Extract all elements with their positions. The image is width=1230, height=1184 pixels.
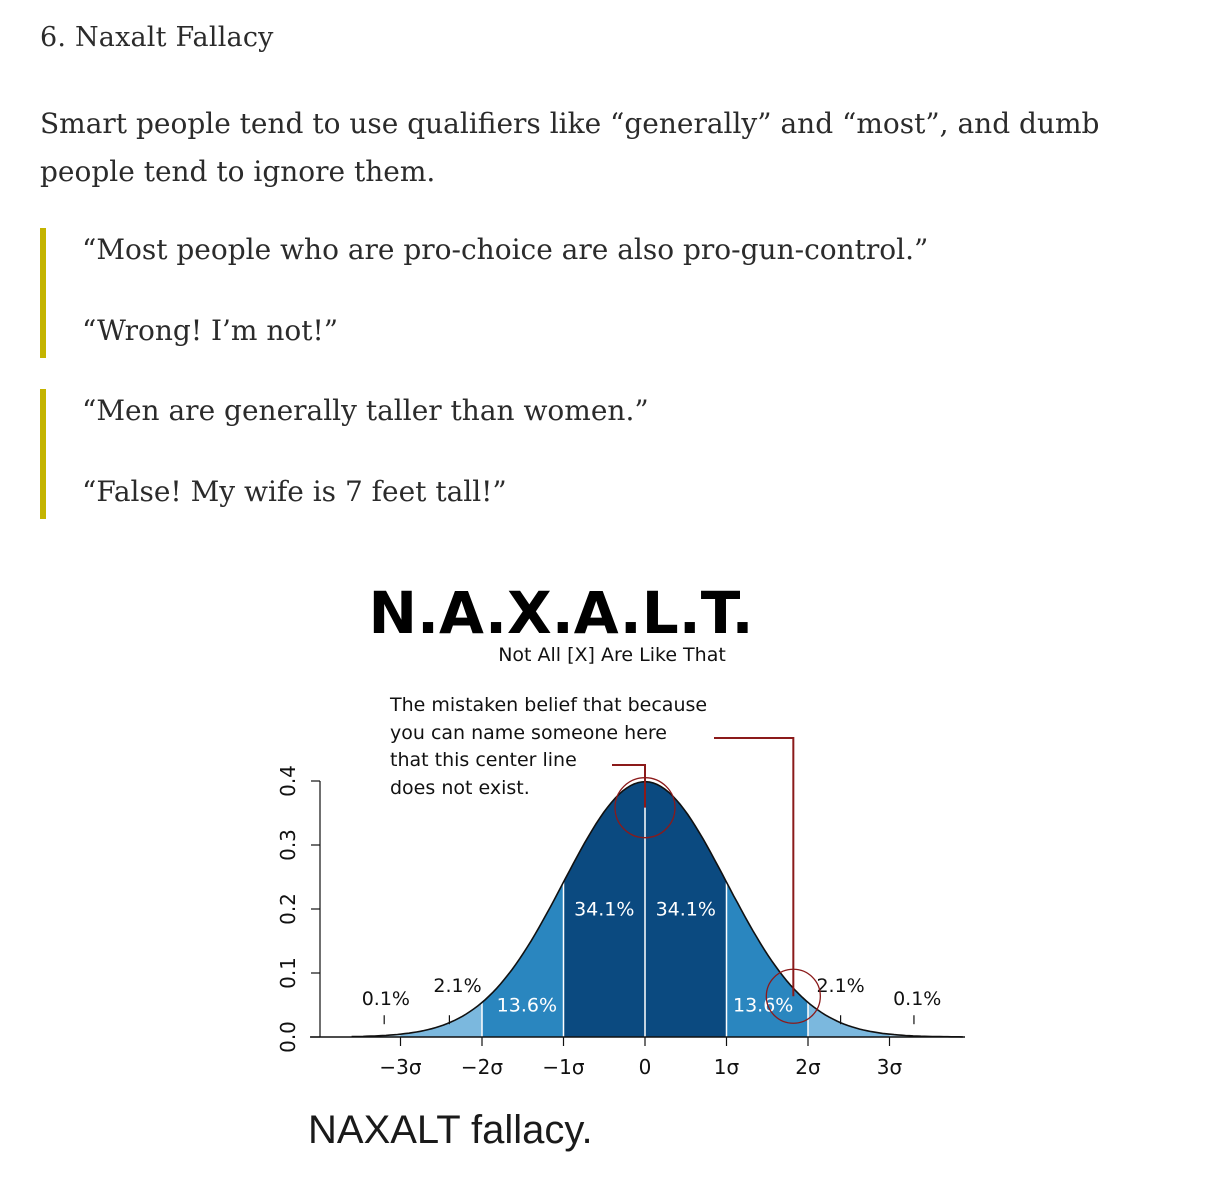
x-tick-label: 2σ xyxy=(795,1055,821,1079)
y-tick-label: 0.4 xyxy=(276,765,300,797)
x-tick-label: 0 xyxy=(638,1055,652,1079)
annotation-line: The mistaken belief that because xyxy=(390,694,708,716)
x-tick-label: −3σ xyxy=(379,1055,422,1079)
band-label: 0.1% xyxy=(361,988,410,1010)
band-label: 34.1% xyxy=(574,898,635,921)
band-label: 13.6% xyxy=(496,994,558,1017)
figure-title: N.A.X.A.L.T. xyxy=(368,579,754,647)
quote-line: “Wrong! I’m not!” xyxy=(82,314,339,347)
x-tick-label: 1σ xyxy=(713,1055,740,1079)
annotation-text xyxy=(389,694,707,799)
blockquote-1 xyxy=(40,228,929,358)
intro-paragraph: Smart people tend to use qualifiers like “generally” and “most”, and dumb people tend to ignore them. xyxy=(40,107,1100,188)
figure-subtitle: Not All [X] Are Like That xyxy=(498,644,726,666)
band-label: 13.6% xyxy=(732,994,794,1017)
naxalt-figure xyxy=(270,575,970,1175)
y-tick-label: 0.2 xyxy=(276,893,300,925)
quote-line: “False! My wife is 7 feet tall!” xyxy=(82,475,507,508)
blockquote-2 xyxy=(40,389,649,519)
annotation-line: that this center line xyxy=(390,749,577,771)
y-tick-label: 0.0 xyxy=(276,1021,300,1053)
y-tick-label: 0.1 xyxy=(276,957,300,989)
band-label: 2.1% xyxy=(433,975,482,998)
y-tick-label: 0.3 xyxy=(276,829,300,861)
section-heading: 6. Naxalt Fallacy xyxy=(40,22,274,53)
figure-caption: NAXALT fallacy. xyxy=(308,1108,593,1152)
annotation-line: you can name someone here xyxy=(390,722,667,744)
quote-line: “Men are generally taller than women.” xyxy=(82,394,649,427)
bell-curve-chart xyxy=(270,575,970,1175)
band-label: 2.1% xyxy=(816,975,865,998)
annotation-line: does not exist. xyxy=(390,777,530,799)
band-label: 34.1% xyxy=(655,898,716,921)
x-tick-label: −2σ xyxy=(460,1055,504,1079)
band-label: 0.1% xyxy=(893,988,942,1010)
x-tick-label: 3σ xyxy=(876,1055,903,1079)
x-tick-label: −1σ xyxy=(542,1055,585,1079)
quote-line: “Most people who are pro-choice are also pro-gun-control.” xyxy=(82,233,929,266)
